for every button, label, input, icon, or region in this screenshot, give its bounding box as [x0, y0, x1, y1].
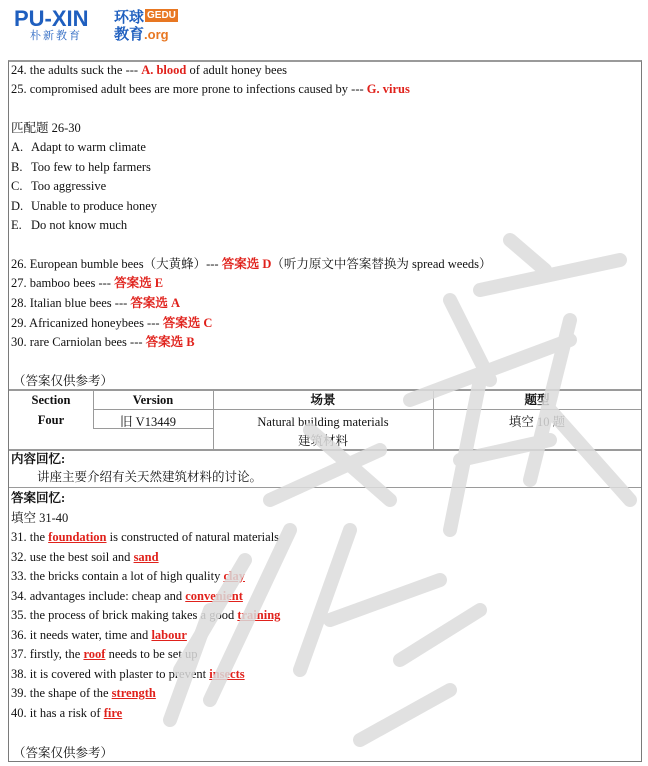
page-header	[0, 0, 648, 60]
gedu-logo	[114, 9, 178, 43]
table-header-scene: 场景	[310, 393, 336, 407]
answer-recall-note: （答案仅供参考）	[13, 746, 114, 760]
option-c: C. Too aggressive	[11, 179, 107, 193]
question-31: 31. the foundation is constructed of natural materials	[11, 530, 280, 544]
table-top-border	[9, 389, 641, 391]
question-25: 25. compromised adult bees are more prone to infections caused by --- G. virus	[11, 82, 410, 96]
question-34: 34. advantages include: cheap and convenient	[11, 589, 243, 603]
question-33: 33. the bricks contain a lot of high quality clay	[11, 569, 245, 583]
matching-title: 匹配题 26-30	[11, 121, 81, 135]
question-35: 35. the process of brick making takes a good training	[11, 608, 281, 622]
table-header-divider	[93, 409, 641, 410]
question-28: 28. Italian blue bees --- 答案选 A	[11, 296, 181, 310]
option-a: A. Adapt to warm climate	[11, 140, 146, 154]
answer-recall-title: 答案回忆:	[11, 491, 66, 505]
option-b: B. Too few to help farmers	[11, 160, 151, 174]
puxin-logo	[14, 8, 89, 42]
option-d: D. Unable to produce honey	[11, 199, 158, 213]
table-header-version: Version	[132, 393, 174, 407]
gedu-logo-top: 环球	[114, 8, 145, 26]
question-27: 27. bamboo bees --- 答案选 E	[11, 276, 164, 290]
option-e: E. Do not know much	[11, 218, 128, 232]
matching-note: （答案仅供参考）	[13, 374, 114, 388]
table-scene-en: Natural building materials	[257, 415, 389, 429]
question-37: 37. firstly, the roof needs to be set up	[11, 647, 198, 661]
content-recall-title: 内容回忆:	[11, 452, 66, 466]
table-section-value: Four	[37, 413, 65, 427]
gedu-org: .org	[144, 27, 169, 42]
question-24: 24. the adults suck the --- A. blood of adult honey bees	[11, 63, 288, 77]
question-26: 26. European bumble bees（大黄蜂）--- 答案选 D（听力原文中答案替换为 spread weeds）	[11, 257, 492, 271]
question-30: 30. rare Carniolan bees --- 答案选 B	[11, 335, 195, 349]
table-scene-cn: 建筑材料	[297, 434, 348, 448]
question-39: 39. the shape of the strength	[11, 686, 156, 700]
gedu-badge: GEDU	[147, 10, 176, 21]
question-36: 36. it needs water, time and labour	[11, 628, 187, 642]
answer-recall-subtitle: 填空 31-40	[11, 511, 69, 525]
question-32: 32. use the best soil and sand	[11, 550, 159, 564]
puxin-logo-subtitle: 朴新教育	[30, 29, 82, 42]
document-frame	[8, 60, 642, 762]
table-type-value: 填空 10 题	[508, 415, 566, 429]
puxin-logo-text: PU-XIN	[14, 6, 89, 31]
table-bottom-border	[9, 449, 641, 451]
table-header-type: 题型	[524, 393, 550, 407]
question-40: 40. it has a risk of fire	[11, 706, 123, 720]
question-29: 29. Africanized honeybees --- 答案选 C	[11, 316, 213, 330]
table-version-value: 旧 V13449	[120, 415, 176, 429]
content-recall-divider	[9, 487, 641, 488]
question-38: 38. it is covered with plaster to prevent insects	[11, 667, 245, 681]
gedu-logo-bottom: 教育	[114, 25, 145, 43]
table-header-section: Section	[31, 393, 71, 407]
content-recall-text: 讲座主要介绍有关天然建筑材料的讨论。	[37, 470, 263, 484]
